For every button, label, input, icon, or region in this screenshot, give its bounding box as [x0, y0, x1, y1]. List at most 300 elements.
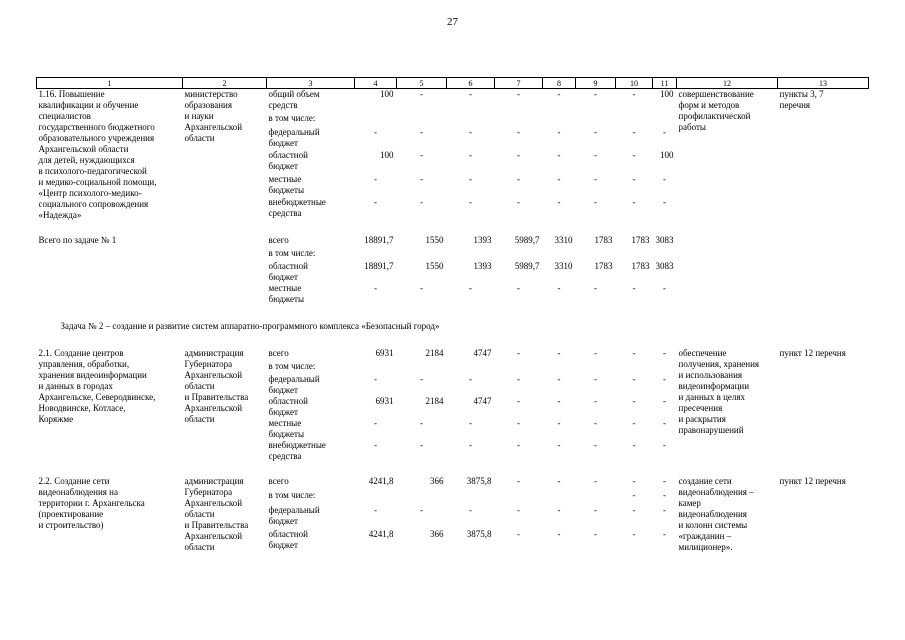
text-line: форм и методов	[678, 100, 740, 110]
value-cell: 100	[660, 150, 674, 161]
value-cell	[653, 113, 677, 127]
text-line: области	[184, 414, 215, 424]
header-cell: 6	[447, 78, 495, 89]
expected-result-cell	[677, 476, 778, 553]
funding-source-cell	[267, 361, 355, 374]
value-cell	[543, 248, 576, 261]
value-cell: -	[420, 150, 423, 161]
value-cell: -	[557, 197, 561, 208]
value-cell: 366	[430, 476, 444, 486]
value-cell	[576, 490, 616, 504]
text-line: профилактической	[678, 111, 751, 121]
value-cell: 4747	[473, 396, 492, 406]
header-cell: 5	[397, 78, 447, 89]
text-line: бюджет	[268, 407, 298, 417]
text-line: управления, обработки,	[38, 359, 130, 369]
value-cell	[616, 113, 653, 127]
value-cell: 2184	[425, 396, 444, 406]
value-cell: 1393	[473, 235, 492, 245]
measure-name-cell	[37, 348, 183, 462]
text-line: федеральный	[268, 126, 320, 137]
value-cell: -	[420, 89, 423, 99]
text-line: и Правительства	[184, 520, 249, 530]
value-cell	[397, 113, 447, 127]
text-line: территории г. Архангельска	[38, 498, 145, 508]
text-line: и колонн системы	[678, 520, 748, 530]
value-cell	[543, 113, 576, 127]
value-cell: -	[632, 126, 636, 137]
value-cell: -	[374, 440, 377, 450]
executor-cell	[183, 235, 267, 305]
value-cell	[355, 113, 397, 127]
value-cell	[495, 113, 543, 127]
value-cell: -	[663, 504, 666, 515]
value-cell: -	[632, 150, 636, 161]
text-line: видеонаблюдения на	[38, 487, 118, 497]
header-cell: 8	[543, 78, 576, 89]
text-line: в том числе:	[268, 490, 316, 501]
text-line: 2.2. Создание сети	[38, 476, 110, 486]
spacer-row	[37, 305, 869, 319]
value-cell: -	[632, 528, 636, 539]
spacer	[37, 221, 869, 235]
text-line: всего	[268, 235, 289, 245]
text-line: Архангельской	[184, 403, 243, 413]
value-cell: -	[632, 490, 636, 501]
text-line: 1.16. Повышение	[38, 89, 105, 99]
value-cell: -	[594, 374, 597, 384]
reference-cell	[778, 348, 869, 462]
value-cell: -	[374, 504, 377, 515]
value-cell: 1783	[631, 261, 650, 271]
task-title: Задача № 2 – создание и развитие систем аппаратно-программного комплекса «Безопасный город»	[60, 321, 440, 331]
expected-result-cell	[677, 348, 778, 462]
text-line: бюджет	[268, 272, 298, 282]
text-line: «гражданин –	[678, 531, 732, 541]
value-cell: -	[632, 374, 636, 384]
value-cell: 6931	[375, 348, 394, 358]
value-cell: -	[420, 197, 423, 208]
value-cell: 3310	[554, 235, 573, 245]
value-cell: -	[594, 283, 597, 293]
value-cell: 6931	[375, 396, 394, 406]
text-line: области	[184, 133, 215, 143]
funding-source-cell	[267, 127, 355, 151]
text-line: «Центр психолого-медико-	[38, 188, 142, 198]
spacer	[37, 334, 869, 348]
text-line: бюджет	[268, 161, 298, 172]
spacer-row	[37, 221, 869, 235]
value-cell: -	[420, 418, 423, 428]
value-cell: -	[469, 89, 472, 99]
table-row	[37, 235, 869, 248]
header-cell: 2	[183, 78, 267, 89]
value-cell: 4241,8	[368, 476, 394, 486]
value-cell: -	[557, 374, 561, 384]
value-cell: -	[632, 440, 636, 450]
text-line: в том числе:	[268, 361, 316, 371]
text-line: пункты 3, 7	[779, 89, 824, 99]
text-line: средства	[268, 208, 302, 219]
reference-cell	[778, 89, 869, 222]
value-cell: -	[517, 150, 520, 161]
value-cell: -	[469, 283, 472, 293]
value-cell: 366	[430, 528, 444, 539]
text-line: администрация	[184, 348, 244, 358]
value-cell: -	[517, 418, 520, 428]
value-cell: -	[469, 126, 472, 137]
value-cell: -	[632, 283, 636, 293]
text-line: совершенствование	[678, 89, 754, 99]
funding-source-cell	[267, 174, 355, 198]
header-cell: 7	[495, 78, 543, 89]
value-cell: -	[420, 173, 423, 184]
value-cell: 2184	[425, 348, 444, 358]
value-cell: -	[594, 348, 597, 358]
value-cell: 1783	[631, 235, 650, 245]
measure-name-cell	[37, 476, 183, 553]
value-cell: 4241,8	[368, 528, 394, 539]
expected-result-cell	[677, 235, 778, 305]
funding-source-cell	[267, 261, 355, 283]
value-cell: -	[594, 173, 597, 184]
text-line: областной	[268, 261, 308, 271]
value-cell: -	[632, 396, 636, 406]
value-cell: -	[557, 283, 561, 293]
text-line: областной	[268, 528, 308, 539]
text-line: и медико-социальной помощи,	[38, 177, 157, 187]
text-line: видеонаблюдения –	[678, 487, 754, 497]
value-cell: -	[517, 374, 520, 384]
value-cell: -	[663, 173, 666, 184]
value-cell	[616, 248, 653, 261]
table-body	[37, 89, 869, 554]
text-line: милиционер».	[678, 542, 733, 552]
value-cell	[447, 361, 495, 374]
value-cell: 3083	[655, 261, 674, 271]
text-line: камер	[678, 498, 701, 508]
text-line: бюджет	[268, 385, 298, 395]
value-cell: 3310	[554, 261, 573, 271]
value-cell: -	[469, 173, 472, 184]
header-cell: 4	[355, 78, 397, 89]
value-cell: -	[374, 173, 377, 184]
text-line: пресечения	[678, 403, 723, 413]
value-cell: -	[469, 418, 472, 428]
text-line: бюджеты	[268, 294, 304, 304]
value-cell: -	[632, 173, 636, 184]
value-cell: -	[557, 150, 561, 161]
value-cell: -	[420, 126, 423, 137]
value-cell: -	[557, 504, 561, 515]
text-line: пункт 12 перечня	[779, 476, 846, 486]
text-line: Новодвинске, Котласе,	[38, 403, 126, 413]
value-cell: -	[663, 490, 666, 501]
value-cell: 1550	[425, 261, 444, 271]
value-cell: -	[594, 440, 597, 450]
text-line: обеспечение	[678, 348, 727, 358]
funding-source-cell	[267, 113, 355, 127]
value-cell: -	[517, 504, 520, 515]
text-line: Архангельской	[184, 498, 243, 508]
value-cell: -	[557, 126, 561, 137]
text-line: получения, хранения	[678, 359, 760, 369]
value-cell: -	[517, 528, 520, 539]
task-row	[37, 319, 869, 334]
value-cell: 1393	[473, 261, 492, 271]
text-line: перечня	[779, 100, 811, 110]
text-line: области	[184, 542, 215, 552]
value-cell: -	[594, 396, 597, 406]
value-cell: -	[557, 396, 561, 406]
value-cell	[355, 361, 397, 374]
funding-source-cell	[267, 348, 355, 361]
funding-source-cell	[267, 235, 355, 248]
value-cell: -	[469, 150, 472, 161]
value-cell: -	[557, 528, 561, 539]
text-line: Архангельской	[184, 370, 243, 380]
value-cell: -	[632, 197, 636, 208]
value-cell: -	[469, 197, 472, 208]
text-line: Архангельской	[184, 531, 243, 541]
value-cell: -	[374, 197, 377, 208]
text-line: пункт 12 перечня	[779, 348, 846, 358]
text-line: и раскрытия	[678, 414, 726, 424]
measure-name-cell	[37, 235, 183, 305]
reference-cell	[778, 235, 869, 305]
spacer	[37, 305, 869, 319]
value-cell: -	[557, 173, 561, 184]
text-line: видеоинформации	[678, 381, 750, 391]
text-line: местные	[268, 418, 302, 428]
value-cell: 5989,7	[514, 235, 540, 245]
table-row	[37, 348, 869, 361]
text-line: Губернатора	[184, 359, 233, 369]
value-cell: -	[632, 89, 636, 99]
reference-cell	[778, 476, 869, 553]
value-cell	[576, 113, 616, 127]
text-line: в том числе:	[268, 112, 316, 123]
executor-cell	[183, 348, 267, 462]
value-cell: -	[374, 418, 377, 428]
value-cell: -	[469, 374, 472, 384]
text-line: Губернатора	[184, 487, 233, 497]
funding-source-cell	[267, 505, 355, 529]
text-line: области	[184, 381, 215, 391]
text-line: министерство	[184, 89, 238, 99]
value-cell: -	[517, 126, 520, 137]
value-cell: -	[517, 396, 520, 406]
header-cell: 3	[267, 78, 355, 89]
header-row	[37, 78, 869, 89]
value-cell: -	[420, 283, 423, 293]
text-line: хранения видеоинформации	[38, 370, 147, 380]
text-line: и использования	[678, 370, 743, 380]
text-line: создание сети	[678, 476, 732, 486]
value-cell: -	[420, 374, 423, 384]
text-line: и данных в городах	[38, 381, 113, 391]
text-line: Всего по задаче № 1	[38, 235, 117, 245]
value-cell: -	[517, 89, 520, 99]
value-cell: 1550	[425, 235, 444, 245]
table-row	[37, 476, 869, 490]
value-cell	[355, 248, 397, 261]
value-cell: -	[517, 283, 520, 293]
value-cell	[447, 490, 495, 504]
value-cell: -	[663, 348, 666, 358]
value-cell: -	[663, 374, 666, 384]
funding-source-cell	[267, 529, 355, 553]
spacer-row	[37, 334, 869, 348]
value-cell: 1783	[594, 261, 613, 271]
page-number: 27	[447, 16, 458, 28]
value-cell: -	[663, 440, 666, 450]
funding-source-cell	[267, 89, 355, 113]
value-cell: -	[420, 440, 423, 450]
value-cell: -	[374, 374, 377, 384]
text-line: (проектирование	[38, 509, 104, 519]
value-cell: -	[557, 440, 561, 450]
value-cell: -	[594, 150, 597, 161]
value-cell	[397, 248, 447, 261]
value-cell	[576, 361, 616, 374]
value-cell: -	[517, 440, 520, 450]
text-line: образования	[184, 100, 232, 110]
value-cell: -	[663, 396, 666, 406]
value-cell: 18891,7	[364, 261, 394, 271]
value-cell	[543, 361, 576, 374]
value-cell	[653, 361, 677, 374]
value-cell: -	[594, 504, 597, 515]
funding-source-cell	[267, 197, 355, 221]
value-cell: 1783	[594, 235, 613, 245]
header-cell: 10	[616, 78, 653, 89]
text-line: областной	[268, 150, 308, 161]
value-cell	[495, 248, 543, 261]
text-line: администрация	[184, 476, 244, 486]
value-cell: -	[594, 126, 597, 137]
text-line: в психолого-педагогической	[38, 166, 147, 176]
text-line: государственного бюджетного	[38, 122, 155, 132]
header-cell: 11	[653, 78, 677, 89]
funding-source-cell	[267, 248, 355, 261]
value-cell: 100	[380, 89, 394, 99]
value-cell: -	[517, 348, 520, 358]
text-line: социального сопровождения	[38, 199, 149, 209]
value-cell: -	[632, 504, 636, 515]
value-cell: 100	[380, 150, 394, 161]
text-line: Коряжме	[38, 414, 74, 424]
value-cell: 4747	[473, 348, 492, 358]
text-line: образовательного учреждения	[38, 133, 155, 143]
value-cell	[653, 248, 677, 261]
value-cell	[543, 490, 576, 504]
text-line: местные	[268, 173, 302, 184]
value-cell	[616, 361, 653, 374]
text-line: всего	[268, 476, 289, 486]
value-cell	[495, 361, 543, 374]
funding-source-cell	[267, 476, 355, 490]
text-line: в том числе:	[268, 248, 316, 258]
text-line: и строительство)	[38, 520, 104, 530]
funding-source-cell	[267, 490, 355, 504]
executor-cell	[183, 89, 267, 222]
value-cell	[397, 361, 447, 374]
program-table	[36, 77, 869, 553]
value-cell: -	[420, 504, 423, 515]
spacer-row	[37, 462, 869, 476]
value-cell: -	[594, 476, 597, 486]
text-line: и Правительства	[184, 392, 249, 402]
text-line: местные	[268, 283, 302, 293]
spacer	[37, 462, 869, 476]
text-line: средств	[268, 100, 298, 110]
value-cell: -	[594, 197, 597, 208]
value-cell: -	[469, 504, 472, 515]
text-line: бюджет	[268, 515, 298, 526]
text-line: Архангельской	[184, 122, 243, 132]
value-cell: -	[663, 528, 666, 539]
text-line: Архангельске, Северодвинске,	[38, 392, 156, 402]
value-cell: -	[517, 173, 520, 184]
value-cell: -	[663, 197, 666, 208]
text-line: внебюджетные	[268, 440, 326, 450]
value-cell	[495, 490, 543, 504]
value-cell	[355, 490, 397, 504]
funding-source-cell	[267, 440, 355, 462]
value-cell: -	[632, 418, 636, 428]
text-line: средства	[268, 451, 302, 461]
header-cell: 12	[677, 78, 778, 89]
text-line: 2.1. Создание центров	[38, 348, 124, 358]
text-line: работы	[678, 122, 706, 132]
expected-result-cell	[677, 89, 778, 222]
value-cell: -	[594, 89, 597, 99]
text-line: федеральный	[268, 504, 320, 515]
value-cell: -	[469, 440, 472, 450]
value-cell: 3083	[655, 235, 674, 245]
value-cell	[576, 248, 616, 261]
header-cell: 9	[576, 78, 616, 89]
funding-source-cell	[267, 283, 355, 305]
value-cell: -	[663, 476, 666, 486]
value-cell: -	[594, 528, 597, 539]
value-cell: 3875,8	[466, 476, 492, 486]
value-cell: 5989,7	[514, 261, 540, 271]
text-line: всего	[268, 348, 289, 358]
value-cell	[397, 490, 447, 504]
text-line: «Надежда»	[38, 210, 82, 220]
text-line: федеральный	[268, 374, 320, 384]
value-cell: -	[632, 348, 636, 358]
text-line: общий объем	[268, 89, 320, 99]
text-line: специалистов	[38, 111, 91, 121]
header-cell: 13	[778, 78, 869, 89]
table-row	[37, 89, 869, 113]
text-line: бюджеты	[268, 184, 304, 195]
measure-name-cell	[37, 89, 183, 222]
value-cell: -	[594, 418, 597, 428]
value-cell: -	[557, 348, 561, 358]
text-line: бюджет	[268, 539, 298, 550]
value-cell: -	[557, 476, 561, 486]
value-cell: -	[557, 418, 561, 428]
value-cell	[447, 248, 495, 261]
value-cell: -	[663, 126, 666, 137]
text-line: квалификации и обучение	[38, 100, 139, 110]
value-cell: -	[374, 126, 377, 137]
executor-cell	[183, 476, 267, 553]
